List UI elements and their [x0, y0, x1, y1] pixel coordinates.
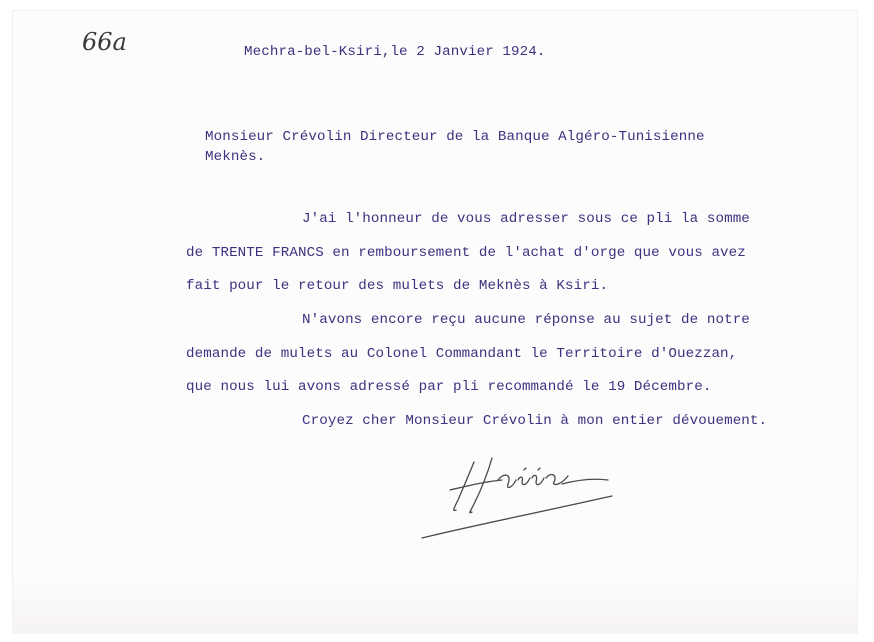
- body-line-6: que nous lui avons adressé par pli recommandé le 19 Décembre.: [186, 379, 712, 395]
- body-line-4: N'avons encore reçu aucune réponse au sujet de notre: [302, 312, 750, 328]
- handwritten-signature: [412, 450, 622, 550]
- closing-line: Croyez cher Monsieur Crévolin à mon entier dévouement.: [302, 413, 768, 429]
- body-line-5: demande de mulets au Colonel Commandant le Territoire d'Ouezzan,: [186, 346, 738, 362]
- dateline: Mechra-bel-Ksiri,le 2 Janvier 1924.: [244, 44, 546, 60]
- body-line-2: de TRENTE FRANCS en remboursement de l'achat d'orge que vous avez: [186, 245, 746, 261]
- letter-page: [12, 10, 858, 634]
- archive-annotation: 66a: [82, 28, 127, 56]
- body-line-3: fait pour le retour des mulets de Meknès à Ksiri.: [186, 278, 609, 294]
- addressee-line-2: Meknès.: [205, 149, 266, 165]
- addressee-line-1: Monsieur Crévolin Directeur de la Banque Algéro-Tunisienne: [205, 129, 705, 145]
- body-line-1: J'ai l'honneur de vous adresser sous ce pli la somme: [302, 211, 750, 227]
